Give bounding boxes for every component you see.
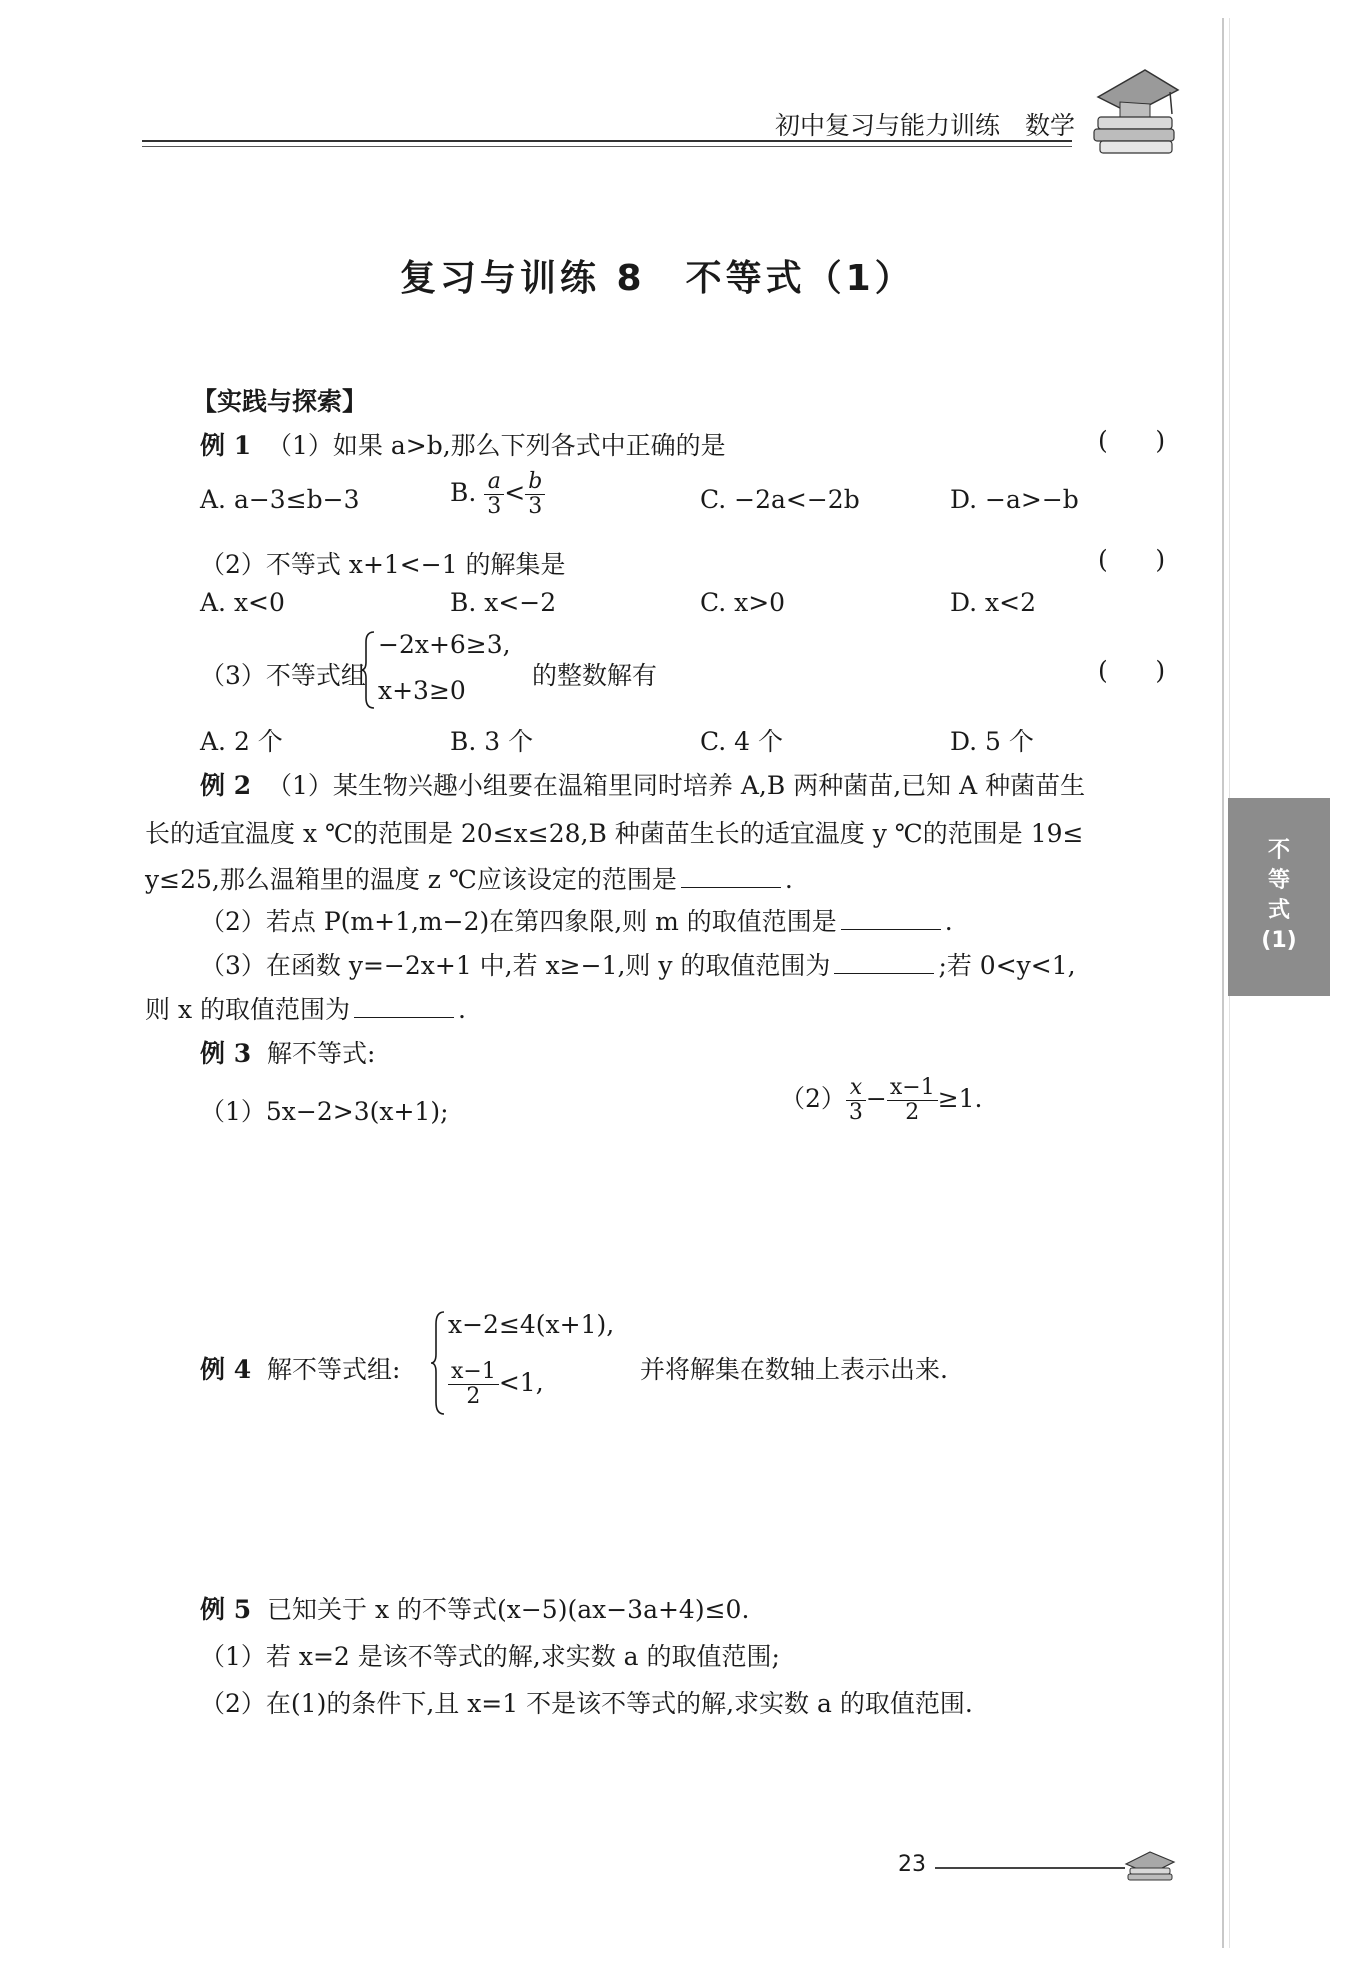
footer-rule <box>935 1867 1125 1869</box>
example-label: 例 1 <box>200 431 252 460</box>
option-a: A. x<0 <box>200 588 285 617</box>
example-1-q3-prefix: （3）不等式组 <box>200 661 366 690</box>
system-line-2: x+3≥0 <box>378 676 466 705</box>
question-text: 则 x 的取值范围为 <box>145 995 350 1024</box>
example-3-q1: （1）5x−2>3(x+1); <box>200 1097 449 1126</box>
example-2-q3 <box>200 946 1076 982</box>
fraction <box>484 470 504 519</box>
example-1-q3-suffix: 的整数解有 <box>532 661 658 690</box>
question-text: 解不等式: <box>267 1039 376 1068</box>
answer-blank[interactable] <box>834 951 934 974</box>
example-label: 例 3 <box>200 1039 252 1068</box>
question-text: ;若 0<y<1, <box>938 951 1076 980</box>
side-tab-char: 式 <box>1267 898 1290 923</box>
fraction <box>887 1076 938 1125</box>
lesson-title: 复习与训练 8 不等式（1） <box>400 258 915 299</box>
side-tab-char: (1) <box>1261 928 1297 953</box>
answer-blank[interactable] <box>841 907 941 930</box>
header-rule-thin <box>142 146 1072 147</box>
relation: < <box>504 478 526 507</box>
frac-num: a <box>484 470 504 495</box>
fraction <box>846 1076 866 1125</box>
example-2-q2 <box>200 902 953 938</box>
option-a: A. a−3≤b−3 <box>200 485 360 514</box>
example-4-suffix: 并将解集在数轴上表示出来. <box>640 1355 948 1384</box>
example-4-heading <box>200 1350 400 1386</box>
example-5-q2: （2）在(1)的条件下,且 x=1 不是该不等式的解,求实数 a 的取值范围. <box>200 1689 973 1718</box>
question-text: 解不等式组: <box>267 1355 401 1384</box>
question-text: 已知关于 x 的不等式(x−5)(ax−3a+4)≤0. <box>267 1595 750 1624</box>
fraction <box>525 470 545 519</box>
answer-paren: ( ) <box>1098 426 1166 455</box>
option-b: B. 3 个 <box>450 727 534 756</box>
punct: . <box>458 995 466 1024</box>
books-graduation-cap-icon <box>1090 62 1180 157</box>
example-2-line-2: 长的适宜温度 x ℃的范围是 20≤x≤28,B 种菌苗生长的适宜温度 y ℃的范围是 19≤ <box>145 819 1084 848</box>
example-label: 例 2 <box>200 771 252 800</box>
system-line-2 <box>448 1360 544 1409</box>
question-text: y≤25,那么温箱里的温度 z ℃应该设定的范围是 <box>145 865 677 894</box>
example-1-q1 <box>200 426 726 462</box>
option-b-prefix: B. <box>450 478 477 507</box>
frac-den: 2 <box>905 1100 920 1125</box>
answer-blank[interactable] <box>681 865 781 888</box>
side-tab-char: 等 <box>1267 868 1290 893</box>
question-text: （1）某生物兴趣小组要在温箱里同时培养 A,B 两种菌苗,已知 A 种菌苗生 <box>267 771 1086 800</box>
frac-num: x−1 <box>887 1076 938 1101</box>
example-2-line-1 <box>200 766 1085 802</box>
page-number: 23 <box>898 1852 926 1877</box>
answer-paren: ( ) <box>1098 545 1166 574</box>
option-b: B. x<−2 <box>450 588 557 617</box>
relation: ≥1. <box>937 1084 983 1113</box>
punct: . <box>784 865 793 894</box>
left-brace-icon <box>360 630 376 710</box>
side-tab-char: 不 <box>1267 838 1290 863</box>
example-5-heading <box>200 1590 749 1626</box>
punct: . <box>944 907 953 936</box>
frac-num: x−1 <box>448 1360 499 1385</box>
example-3-q2 <box>780 1076 983 1125</box>
page-edge-line <box>1222 18 1224 1948</box>
chapter-side-tab-text <box>1228 836 1330 956</box>
example-5-q1: （1）若 x=2 是该不等式的解,求实数 a 的取值范围; <box>200 1642 780 1671</box>
example-2-q3-line-2 <box>145 990 466 1026</box>
frac-num: x <box>846 1076 866 1101</box>
books-footer-icon <box>1122 1848 1178 1882</box>
question-text: （3）在函数 y=−2x+1 中,若 x≥−1,则 y 的取值范围为 <box>200 951 831 980</box>
frac-den: 3 <box>528 494 543 519</box>
option-c: C. x>0 <box>700 588 786 617</box>
option-c: C. −2a<−2b <box>700 485 860 514</box>
frac-den: 3 <box>487 494 502 519</box>
frac-num: b <box>525 470 545 495</box>
frac-den: 3 <box>848 1100 863 1125</box>
example-3-heading <box>200 1034 375 1070</box>
example-label: 例 4 <box>200 1355 252 1384</box>
example-1-q2: （2）不等式 x+1<−1 的解集是 <box>200 550 566 579</box>
example-label: 例 5 <box>200 1595 252 1624</box>
question-text: （2）若点 P(m+1,m−2)在第四象限,则 m 的取值范围是 <box>200 907 837 936</box>
question-text: （1）如果 a>b,那么下列各式中正确的是 <box>267 431 726 460</box>
header-rule <box>142 140 1072 142</box>
option-d: D. x<2 <box>950 588 1036 617</box>
answer-paren: ( ) <box>1098 656 1166 685</box>
relation: <1, <box>498 1368 544 1397</box>
section-heading: 【实践与探索】 <box>192 387 368 416</box>
left-brace-icon <box>430 1310 446 1416</box>
system-line-1: x−2≤4(x+1), <box>448 1310 615 1339</box>
frac-den: 2 <box>466 1384 481 1409</box>
question-prefix: （2） <box>780 1084 846 1113</box>
header-title: 初中复习与能力训练 数学 <box>775 111 1076 140</box>
minus-sign: − <box>865 1084 887 1113</box>
example-2-line-3 <box>145 860 793 896</box>
system-line-1: −2x+6≥3, <box>378 630 511 659</box>
option-d: D. −a>−b <box>950 485 1079 514</box>
option-a: A. 2 个 <box>200 727 283 756</box>
option-c: C. 4 个 <box>700 727 783 756</box>
chapter-side-tab <box>1228 798 1330 996</box>
answer-blank[interactable] <box>354 995 454 1018</box>
fraction <box>448 1360 499 1409</box>
option-b <box>450 470 545 519</box>
option-d: D. 5 个 <box>950 727 1034 756</box>
